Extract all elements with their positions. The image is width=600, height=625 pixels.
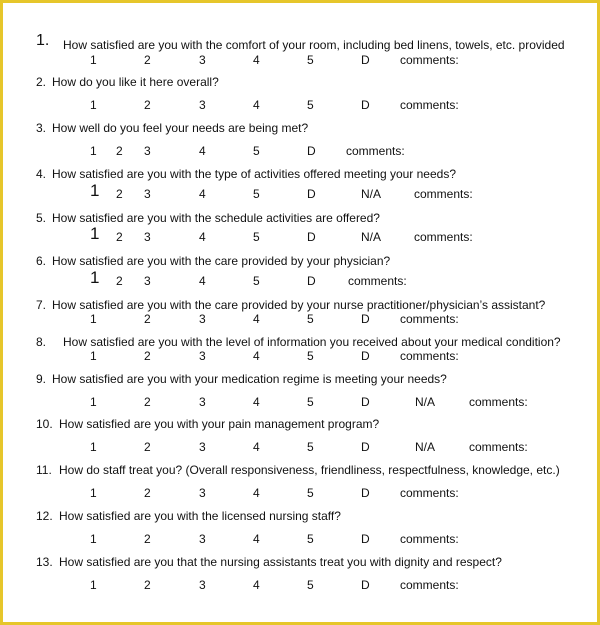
question-10-rating-4[interactable]: 4 [253,440,260,454]
question-6-text: How satisfied are you with the care provided by your physician? [52,254,391,268]
question-11-rating-1[interactable]: 1 [90,486,97,500]
question-4-rating-4[interactable]: 4 [199,187,206,201]
question-10-number: 10. [36,417,53,431]
question-8-rating-5[interactable]: 5 [307,349,314,363]
question-4-rating-1[interactable]: 1 [90,181,100,200]
question-9-rating-d[interactable]: D [361,395,370,409]
question-9-number: 9. [36,372,47,386]
question-5-number: 5. [36,211,47,225]
question-12-rating-5[interactable]: 5 [307,532,314,546]
question-11-comments-label: comments: [400,486,459,500]
question-5-rating-1[interactable]: 1 [90,224,100,243]
question-4-rating-d[interactable]: D [307,187,316,201]
question-7-rating-2[interactable]: 2 [144,312,151,326]
question-3-rating-3[interactable]: 3 [144,144,151,158]
question-9-rating-3[interactable]: 3 [199,395,206,409]
question-1-text: How satisfied are you with the comfort of your room, including bed linens, towels, etc. provided [63,38,565,52]
question-2-rating-1[interactable]: 1 [90,98,97,112]
question-11-rating-4[interactable]: 4 [253,486,260,500]
question-1-rating-d[interactable]: D [361,53,370,67]
question-6-rating-5[interactable]: 5 [253,274,260,288]
question-8-rating-2[interactable]: 2 [144,349,151,363]
question-10-rating-5[interactable]: 5 [307,440,314,454]
question-2-rating-5[interactable]: 5 [307,98,314,112]
question-2-rating-3[interactable]: 3 [199,98,206,112]
question-9-text: How satisfied are you with your medication regime is meeting your needs? [52,372,447,386]
question-8-text: How satisfied are you with the level of information you received about your medical condition? [63,335,561,349]
question-11-rating-2[interactable]: 2 [144,486,151,500]
question-4-number: 4. [36,167,47,181]
question-12-number: 12. [36,509,53,523]
question-9-comments-label: comments: [469,395,528,409]
question-1-rating-5[interactable]: 5 [307,53,314,67]
question-2-number: 2. [36,75,47,89]
question-1-number: 1. [36,32,50,49]
question-10-text: How satisfied are you with your pain management program? [59,417,380,431]
question-9-rating-4[interactable]: 4 [253,395,260,409]
question-3-comments-label: comments: [346,144,405,158]
question-3-rating-5[interactable]: 5 [253,144,260,158]
question-12-rating-3[interactable]: 3 [199,532,206,546]
question-7-text: How satisfied are you with the care provided by your nurse practitioner/physician’s assistant? [52,298,546,312]
question-5-text: How satisfied are you with the schedule activities are offered? [52,211,380,225]
question-8-rating-d[interactable]: D [361,349,370,363]
question-4-rating-3[interactable]: 3 [144,187,151,201]
question-3-rating-2[interactable]: 2 [116,144,123,158]
question-12-rating-2[interactable]: 2 [144,532,151,546]
question-1-rating-4[interactable]: 4 [253,53,260,67]
question-13-rating-3[interactable]: 3 [199,578,206,592]
question-3-rating-1[interactable]: 1 [90,144,97,158]
question-4-comments-label: comments: [414,187,473,201]
question-10-comments-label: comments: [469,440,528,454]
question-12-comments-label: comments: [400,532,459,546]
question-5-rating-3[interactable]: 3 [144,230,151,244]
question-6-rating-2[interactable]: 2 [116,274,123,288]
question-1-rating-2[interactable]: 2 [144,53,151,67]
question-13-text: How satisfied are you that the nursing assistants treat you with dignity and respect? [59,555,502,569]
question-13-rating-2[interactable]: 2 [144,578,151,592]
question-13-rating-1[interactable]: 1 [90,578,97,592]
question-6-rating-4[interactable]: 4 [199,274,206,288]
question-8-rating-3[interactable]: 3 [199,349,206,363]
question-10-rating-1[interactable]: 1 [90,440,97,454]
question-7-comments-label: comments: [400,312,459,326]
question-13-rating-d[interactable]: D [361,578,370,592]
question-8-comments-label: comments: [400,349,459,363]
question-7-rating-3[interactable]: 3 [199,312,206,326]
question-9-rating-5[interactable]: 5 [307,395,314,409]
question-13-rating-5[interactable]: 5 [307,578,314,592]
question-12-text: How satisfied are you with the licensed nursing staff? [59,509,341,523]
question-8-rating-4[interactable]: 4 [253,349,260,363]
question-9-rating-na[interactable]: N/A [415,395,436,409]
question-2-rating-4[interactable]: 4 [253,98,260,112]
question-13-comments-label: comments: [400,578,459,592]
question-2-rating-d[interactable]: D [361,98,370,112]
question-2-text: How do you like it here overall? [52,75,219,89]
question-12-rating-1[interactable]: 1 [90,532,97,546]
question-11-rating-d[interactable]: D [361,486,370,500]
question-7-number: 7. [36,298,47,312]
question-11-rating-5[interactable]: 5 [307,486,314,500]
question-7-rating-4[interactable]: 4 [253,312,260,326]
question-4-text: How satisfied are you with the type of activities offered meeting your needs? [52,167,456,181]
question-5-rating-5[interactable]: 5 [253,230,260,244]
question-4-rating-na[interactable]: N/A [361,187,382,201]
question-8-number: 8. [36,335,47,349]
question-11-text: How do staff treat you? (Overall responsiveness, friendliness, respectfulness, knowledge, etc.) [59,463,560,477]
question-3-number: 3. [36,121,47,135]
question-3-rating-4[interactable]: 4 [199,144,206,158]
question-5-rating-2[interactable]: 2 [116,230,123,244]
survey-page [3,3,597,622]
question-6-rating-1[interactable]: 1 [90,268,100,287]
question-12-rating-4[interactable]: 4 [253,532,260,546]
question-4-rating-2[interactable]: 2 [116,187,123,201]
question-13-rating-4[interactable]: 4 [253,578,260,592]
question-6-comments-label: comments: [348,274,407,288]
question-1-rating-3[interactable]: 3 [199,53,206,67]
question-7-rating-d[interactable]: D [361,312,370,326]
question-5-rating-d[interactable]: D [307,230,316,244]
question-5-rating-na[interactable]: N/A [361,230,382,244]
question-12-rating-d[interactable]: D [361,532,370,546]
question-5-comments-label: comments: [414,230,473,244]
question-6-rating-3[interactable]: 3 [144,274,151,288]
question-3-rating-d[interactable]: D [307,144,316,158]
question-10-rating-3[interactable]: 3 [199,440,206,454]
question-13-number: 13. [36,555,53,569]
question-2-comments-label: comments: [400,98,459,112]
question-10-rating-2[interactable]: 2 [144,440,151,454]
question-11-number: 11. [36,463,52,477]
question-6-rating-d[interactable]: D [307,274,316,288]
question-10-rating-na[interactable]: N/A [415,440,436,454]
question-3-text: How well do you feel your needs are being met? [52,121,309,135]
question-8-rating-1[interactable]: 1 [90,349,97,363]
question-1-comments-label: comments: [400,53,459,67]
question-2-rating-2[interactable]: 2 [144,98,151,112]
question-6-number: 6. [36,254,47,268]
question-11-rating-3[interactable]: 3 [199,486,206,500]
question-5-rating-4[interactable]: 4 [199,230,206,244]
question-9-rating-1[interactable]: 1 [90,395,97,409]
question-7-rating-5[interactable]: 5 [307,312,314,326]
question-1-rating-1[interactable]: 1 [90,53,97,67]
question-9-rating-2[interactable]: 2 [144,395,151,409]
question-7-rating-1[interactable]: 1 [90,312,97,326]
question-10-rating-d[interactable]: D [361,440,370,454]
question-4-rating-5[interactable]: 5 [253,187,260,201]
